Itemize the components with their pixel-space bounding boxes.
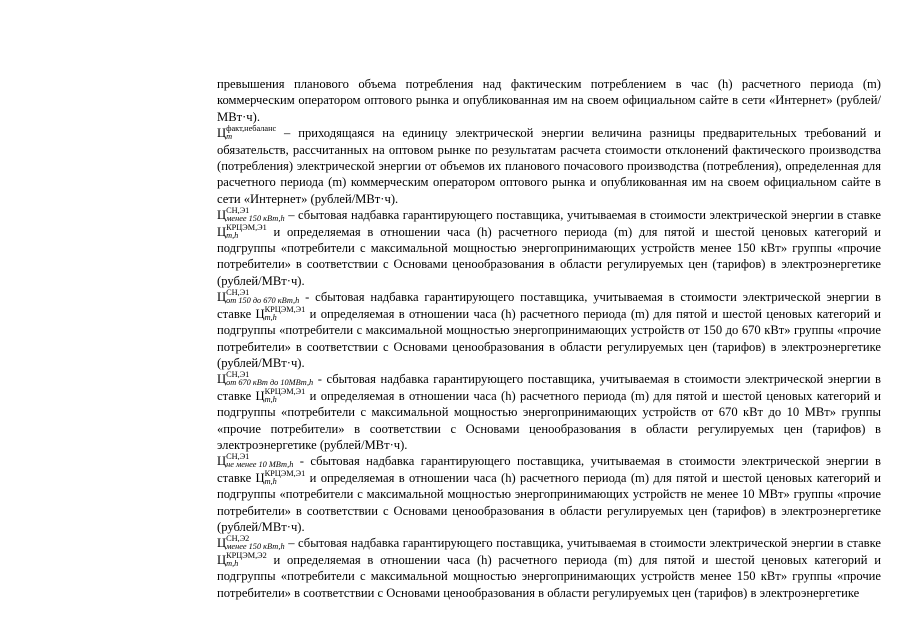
formula-symbol-rate: Ц КРЦЭМ,Э1 m,h: [217, 222, 267, 240]
formula-symbol-rate: Ц КРЦЭМ,Э1 m,h: [255, 304, 306, 322]
formula-symbol-rate: Ц КРЦЭМ,Э1 m,h: [255, 468, 306, 486]
definition-markup-e1-670kw-10mw: Ц СН,Э1 от 670 кВт до 10МВт,h - сбытовая надбавка гарантирующего поставщика, учитываемая в стоимости электрической энергии в ставке Ц КРЦЭМ,Э1 m,h и определяемая в отношении часа (h) расчетного периода (m) для пятой и шестой ценовых категорий и подгруппы «потребители с максимальной мощностью энергопринимающих устройств от 670 кВт до 10 МВт» группы «прочие потребители» в соответствии с Основами ценообразования в области регулируемых цен (тарифов) в электроэнергетике (рублей/МВт·ч).: [217, 370, 881, 452]
paragraph-continuation: превышения планового объема потребления над фактическим потреблением в час (h) расчетного периода (m) коммерческим оператором оптового рынка и опубликованная им на своем официальном сайте в сети «Интернет» (рублей/МВт·ч).: [217, 77, 881, 124]
formula-symbol: Ц СН,Э1 не менее 10 МВт,h: [217, 452, 294, 470]
definition-markup-e2-under-150kw: Ц СН,Э2 менее 150 кВт,h – сбытовая надбавка гарантирующего поставщика, учитываемая в стоимости электрической энергии в ставке Ц КРЦЭМ,Э2 m,h и определяемая в отношении часа (h) расчетного периода (m) для пятой и шестой ценовых категорий и подгруппы «потребители с максимальной мощностью энергопринимающих устройств менее 150 кВт» группы «прочие потребители» в соответствии с Основами ценообразования в области регулируемых цен (тарифов) в электроэнергетике: [217, 534, 881, 600]
formula-symbol: Ц СН,Э1 менее 150 кВт,h: [217, 206, 285, 224]
formula-symbol: Ц факт,небаланс m: [217, 124, 277, 142]
formula-symbol: Ц СН,Э1 от 670 кВт до 10МВт,h: [217, 370, 314, 388]
formula-symbol-rate: Ц КРЦЭМ,Э2 m,h: [217, 550, 267, 568]
formula-symbol-rate: Ц КРЦЭМ,Э1 m,h: [255, 386, 306, 404]
definition-fact-imbalance: Ц факт,небаланс m – приходящаяся на единицу электрической энергии величина разницы предварительных требований и обязательств, рассчитанных на оптовом рынке по результатам расчета стоимости отклонений фактического производства (потребления) электрической энергии от объемов их планового почасового производства (потребления), определенная для расчетного периода (m) коммерческим оператором оптового рынка и опубликованная им на своем официальном сайте в сети «Интернет» (рублей/МВт·ч).: [217, 124, 881, 206]
definition-markup-e1-under-150kw: Ц СН,Э1 менее 150 кВт,h – сбытовая надбавка гарантирующего поставщика, учитываемая в стоимости электрической энергии в ставке Ц КРЦЭМ,Э1 m,h и определяемая в отношении часа (h) расчетного периода (m) для пятой и шестой ценовых категорий и подгруппы «потребители с максимальной мощностью энергопринимающих устройств менее 150 кВт» группы «прочие потребители» в соответствии с Основами ценообразования в области регулируемых цен (тарифов) в электроэнергетике (рублей/МВт·ч).: [217, 206, 881, 288]
definition-markup-e1-over-10mw: Ц СН,Э1 не менее 10 МВт,h - сбытовая надбавка гарантирующего поставщика, учитываемая в стоимости электрической энергии в ставке Ц КРЦЭМ,Э1 m,h и определяемая в отношении часа (h) расчетного периода (m) для пятой и шестой ценовых категорий и подгруппы «потребители с максимальной мощностью энергопринимающих устройств не менее 10 МВт» группы «прочие потребители» в соответствии с Основами ценообразования в области регулируемых цен (тарифов) в электроэнергетике (рублей/МВт·ч).: [217, 452, 881, 534]
document-page: [217, 76, 881, 601]
formula-symbol: Ц СН,Э1 от 150 до 670 кВт,h: [217, 288, 300, 306]
definition-markup-e1-150-670kw: Ц СН,Э1 от 150 до 670 кВт,h - сбытовая надбавка гарантирующего поставщика, учитываемая в стоимости электрической энергии в ставке Ц КРЦЭМ,Э1 m,h и определяемая в отношении часа (h) расчетного периода (m) для пятой и шестой ценовых категорий и подгруппы «потребители с максимальной мощностью энергопринимающих устройств от 150 до 670 кВт» группы «прочие потребители» в соответствии с Основами ценообразования в области регулируемых цен (тарифов) в электроэнергетике (рублей/МВт·ч).: [217, 288, 881, 370]
formula-symbol: Ц СН,Э2 менее 150 кВт,h: [217, 534, 285, 552]
